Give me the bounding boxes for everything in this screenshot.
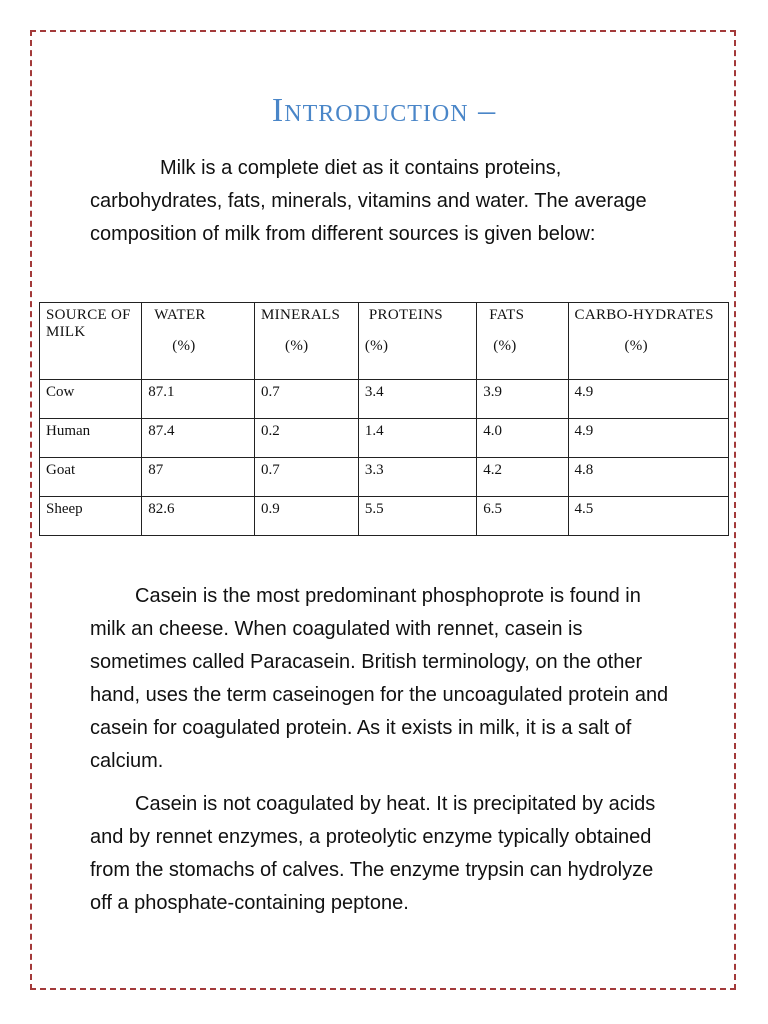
cell-fats: 3.9 — [477, 380, 568, 419]
header-carbohydrates — [568, 303, 728, 380]
cell-source: Human — [40, 419, 142, 458]
header-unit: (%) — [172, 338, 196, 354]
table-row — [40, 458, 729, 497]
cell-proteins: 3.4 — [358, 380, 476, 419]
header-label: WATER — [154, 307, 206, 323]
intro-paragraph — [90, 152, 680, 251]
cell-fats: 4.0 — [477, 419, 568, 458]
intro-text: Milk is a complete diet as it contains proteins, carbohydrates, fats, minerals, vitamins and water. The average composition of milk from different sources is given below: — [90, 157, 647, 245]
cell-carbohydrates: 4.9 — [568, 380, 728, 419]
page-title: Introduction – — [271, 92, 497, 129]
cell-fats: 4.2 — [477, 458, 568, 497]
header-water — [142, 303, 255, 380]
cell-source: Goat — [40, 458, 142, 497]
header-label: FATS — [489, 307, 525, 323]
cell-proteins: 5.5 — [358, 497, 476, 536]
cell-water: 87.4 — [142, 419, 255, 458]
cell-source: Sheep — [40, 497, 142, 536]
casein-heat-paragraph — [90, 788, 680, 920]
cell-minerals: 0.7 — [255, 380, 359, 419]
casein-text: Casein is the most predominant phosphoprote is found in milk an cheese. When coagulated with rennet, casein is sometimes called Paracasein. British terminology, on the other hand, uses the term caseinogen for the uncoagulated protein and casein for coagulated protein. As it exists in milk, it is a salt of calcium. — [90, 585, 669, 772]
cell-fats: 6.5 — [477, 497, 568, 536]
cell-carbohydrates: 4.9 — [568, 419, 728, 458]
header-unit: (%) — [364, 338, 389, 354]
header-minerals — [255, 303, 359, 380]
header-fats — [477, 303, 568, 380]
header-source — [40, 303, 142, 380]
table-header-row — [40, 303, 729, 380]
header-label: MINERALS — [261, 307, 341, 323]
cell-water: 87 — [142, 458, 255, 497]
header-label: SOURCE OF MILK — [46, 307, 131, 340]
header-label: CARBO-HYDRATES — [574, 307, 714, 323]
cell-water: 82.6 — [142, 497, 255, 536]
cell-water: 87.1 — [142, 380, 255, 419]
header-unit: (%) — [493, 338, 517, 354]
table-row — [40, 497, 729, 536]
casein-paragraph — [90, 580, 680, 778]
header-proteins — [358, 303, 476, 380]
cell-proteins: 3.3 — [358, 458, 476, 497]
milk-composition-table — [39, 302, 729, 536]
cell-minerals: 0.2 — [255, 419, 359, 458]
cell-minerals: 0.7 — [255, 458, 359, 497]
header-unit: (%) — [285, 338, 309, 354]
table-row — [40, 380, 729, 419]
table-row — [40, 419, 729, 458]
cell-carbohydrates: 4.5 — [568, 497, 728, 536]
cell-minerals: 0.9 — [255, 497, 359, 536]
casein-heat-text: Casein is not coagulated by heat. It is precipitated by acids and by rennet enzymes, a proteolytic enzyme typically obtained from the stomachs of calves. The enzyme trypsin can hydrolyze off a phosphate-containing peptone. — [90, 793, 656, 914]
header-label: PROTEINS — [368, 307, 443, 323]
header-unit: (%) — [624, 338, 648, 354]
cell-proteins: 1.4 — [358, 419, 476, 458]
cell-source: Cow — [40, 380, 142, 419]
cell-carbohydrates: 4.8 — [568, 458, 728, 497]
